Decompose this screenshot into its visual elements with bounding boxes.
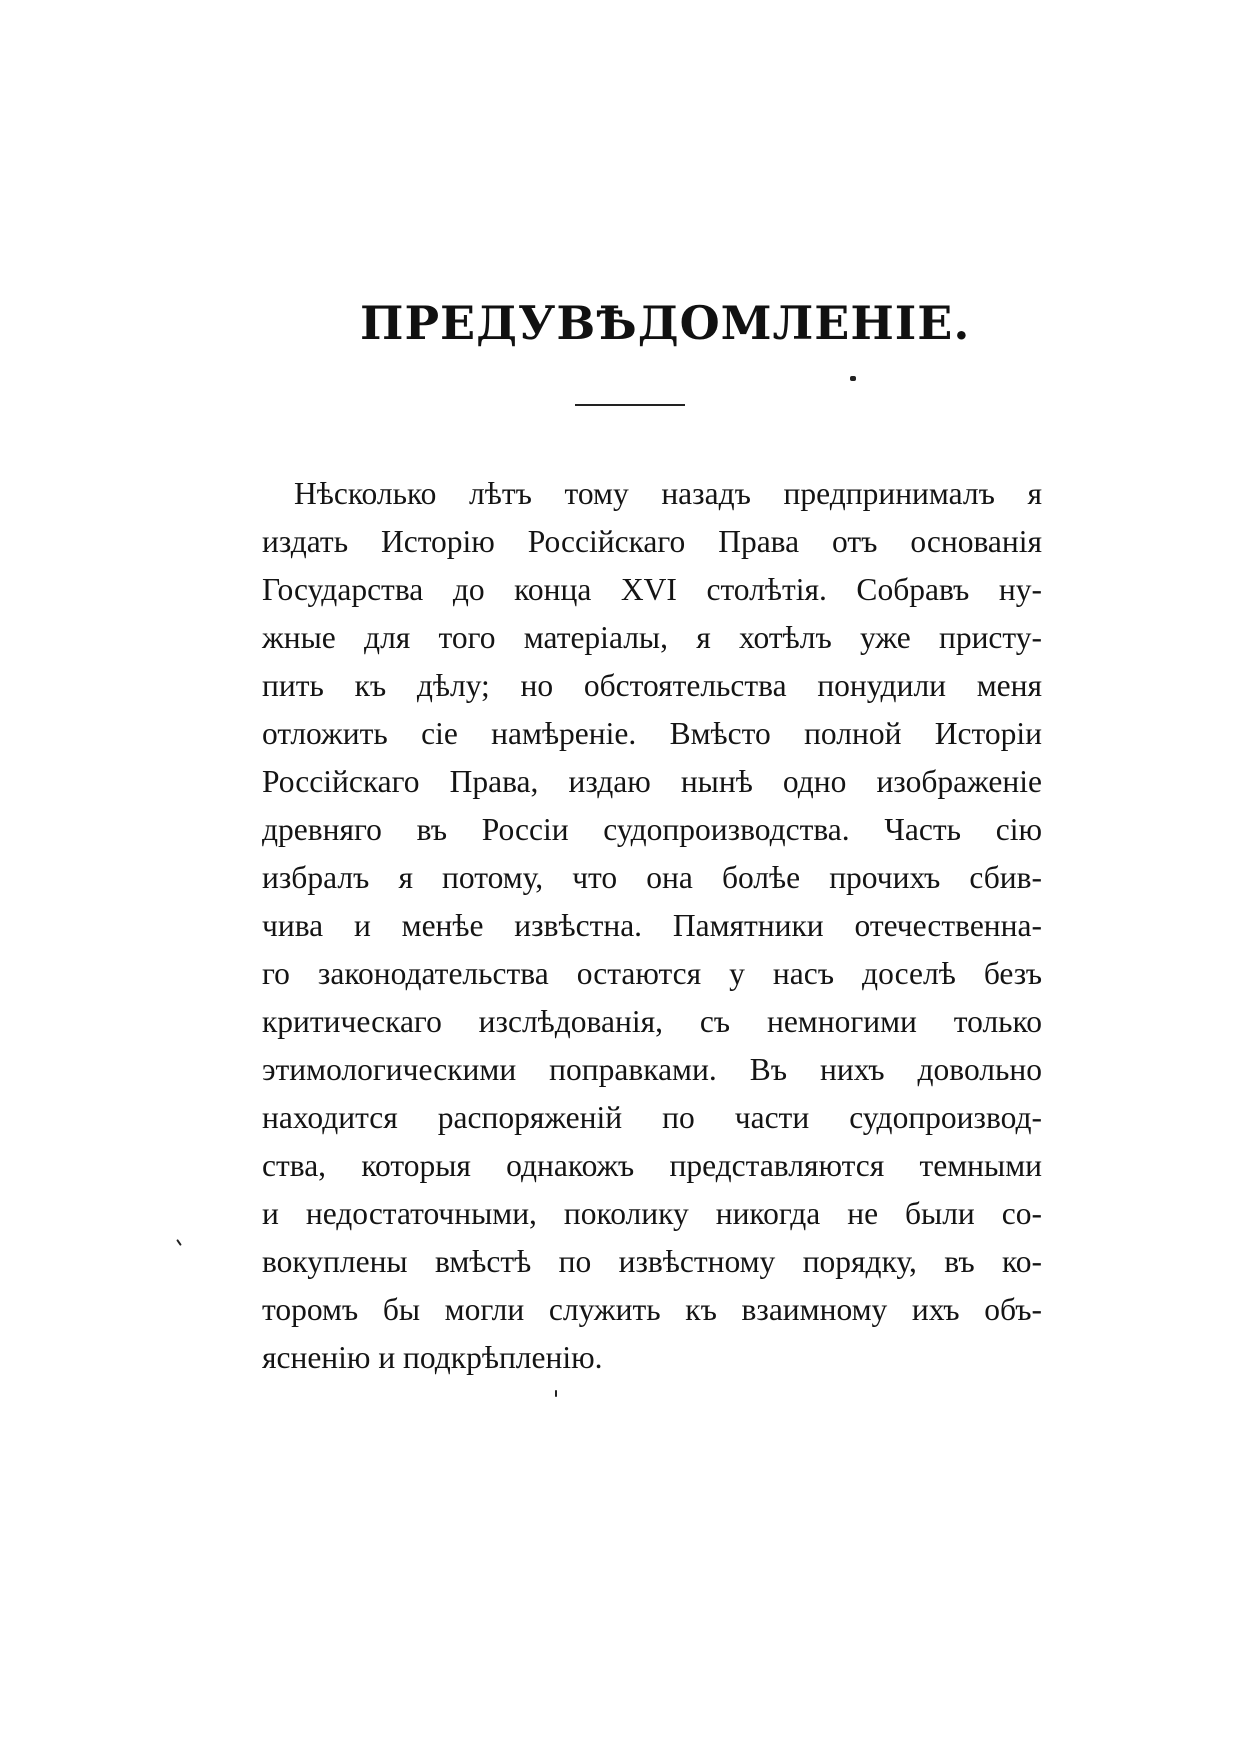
- text-line: го законодательства остаются у насъ доселѣ безъ: [262, 956, 1042, 991]
- text-line: торомъ бы могли служить къ взаимному ихъ объ-: [262, 1292, 1042, 1327]
- text-line: избралъ я потому, что она болѣе прочихъ сбив-: [262, 860, 1042, 895]
- text-line: критическаго изслѣдованія, съ немногими только: [262, 1004, 1042, 1039]
- ink-speck: [176, 1239, 182, 1246]
- text-line: ясненію и подкрѣпленію.: [262, 1340, 603, 1375]
- text-line: и недостаточными, поколику никогда не были со-: [262, 1196, 1042, 1231]
- text-line: пить къ дѣлу; но обстоятельства понудили меня: [262, 668, 1042, 703]
- title-divider: [575, 404, 685, 406]
- ink-speck: [850, 376, 856, 381]
- text-line: этимологическими поправками. Въ нихъ довольно: [262, 1052, 1042, 1087]
- page-title: ПРЕДУВѢДОМЛЕНІЕ.: [360, 296, 971, 350]
- ink-speck: [555, 1390, 557, 1397]
- text-line: древняго въ Россіи судопроизводства. Часть сію: [262, 812, 1042, 847]
- text-line: издать Исторію Россійскаго Права отъ основанія: [262, 524, 1042, 559]
- text-line: вокуплены вмѣстѣ по извѣстному порядку, въ ко-: [262, 1244, 1042, 1279]
- text-line: Россійскаго Права, издаю нынѣ одно изображеніе: [262, 764, 1042, 799]
- text-line: Нѣсколько лѣтъ тому назадъ предпринималъ я: [294, 476, 1042, 511]
- text-line: ства, которыя однакожъ представляются темными: [262, 1148, 1042, 1183]
- text-line: находится распоряженій по части судопроизвод-: [262, 1100, 1042, 1135]
- text-line: жные для того матеріалы, я хотѣлъ уже присту-: [262, 620, 1042, 655]
- preface-paragraph: [262, 470, 1042, 1382]
- text-line: отложить сіе намѣреніе. Вмѣсто полной Исторіи: [262, 716, 1042, 751]
- text-line: чива и менѣе извѣстна. Памятники отечественна-: [262, 908, 1042, 943]
- text-line: Государства до конца XVI столѣтія. Собравъ ну-: [262, 572, 1042, 607]
